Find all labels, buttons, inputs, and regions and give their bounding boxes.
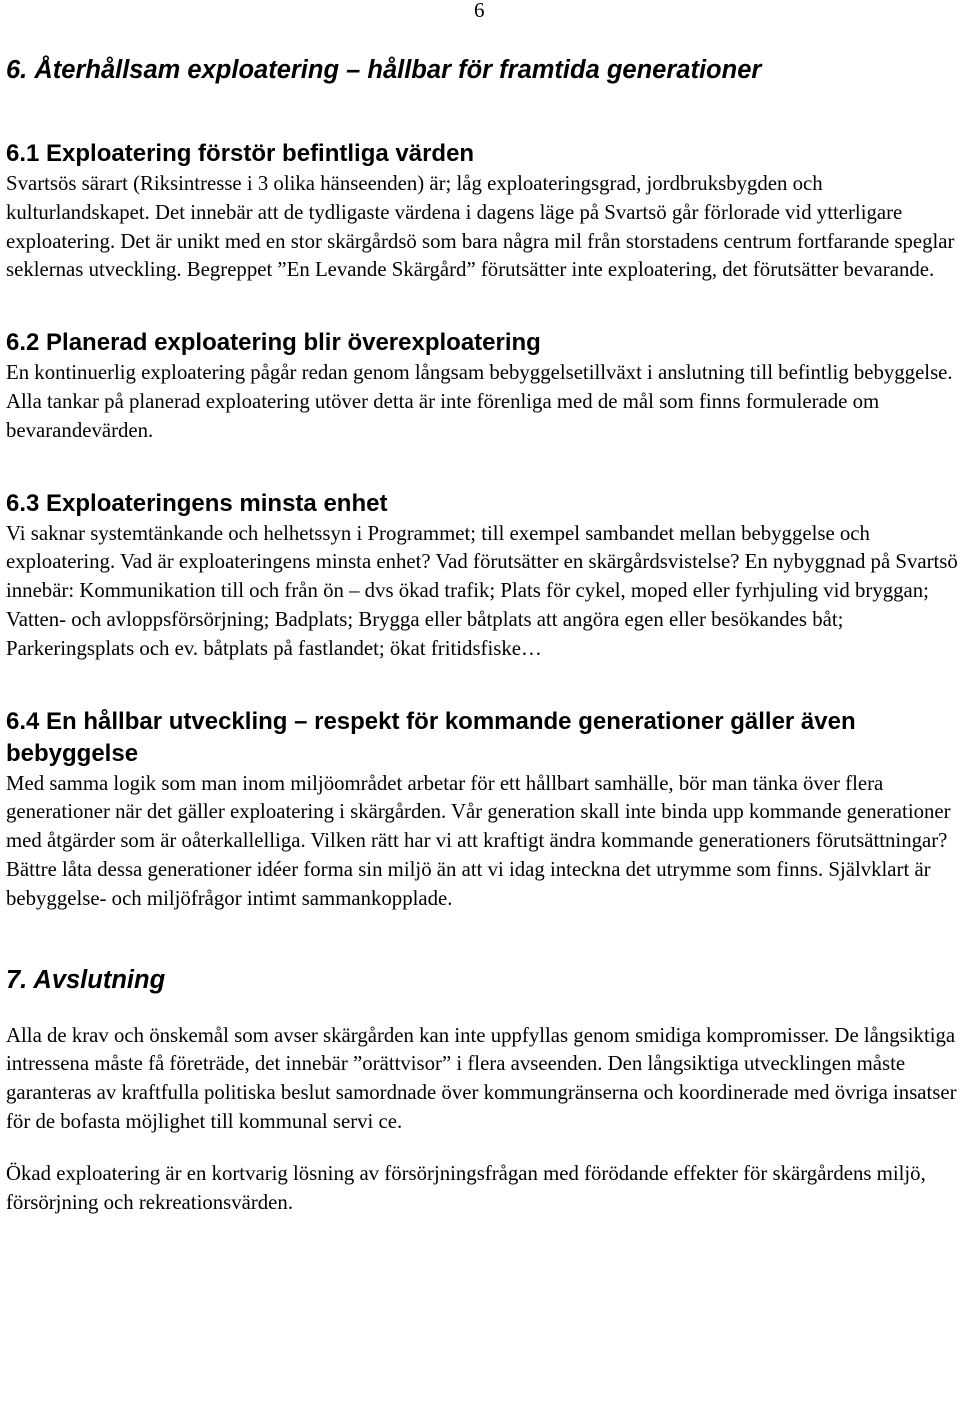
subsection-6-2-text: En kontinuerlig exploatering pågår redan genom långsam bebyggelsetillväxt i anslutning till befintlig bebyggelse. Alla tankar på planerad exploatering utöver detta är inte förenliga med de mål som finns formulerade om bevarandevärden. xyxy=(6,361,953,442)
section-6-title: 6. Återhållsam exploatering – hållbar för framtida generationer xyxy=(6,56,762,84)
document-body xyxy=(6,50,958,1217)
section-7-paragraph-2: Ökad exploatering är en kortvarig lösning av försörjningsfrågan med förödande effekter för skärgårdens miljö, försörjning och rekreationsvärden. xyxy=(6,1161,926,1214)
subsection-6-2-heading: 6.2 Planerad exploatering blir överexploatering xyxy=(6,329,541,357)
subsection-6-4-text: Med samma logik som man inom miljöområdet arbetar för ett hållbart samhälle, bör man tänka över flera generationer när det gäller exploatering i skärgården. Vår generation skall inte binda upp kommande generationer med åtgärder som är oåterkallelliga. Vilken rätt har vi att kraftigt ändra kommande generationers förutsättningar? Bättre låta dessa generationer idéer forma sin miljö än att vi idag inteckna det utrymme som finns. Självklart är bebyggelse- och miljöfrågor intimt sammankopplade. xyxy=(6,771,951,910)
subsection-6-3-heading: 6.3 Exploateringens minsta enhet xyxy=(6,489,388,517)
subsection-6-1-text: Svartsös särart (Riksintresse i 3 olika hänseenden) är; låg exploateringsgrad, jordbruksbygden och kulturlandskapet. Det innebär att de tydligaste värdena i dagens läge på Svartsö går förlorade vid ytterligare exploatering. Det är unikt med en stor skärgårdsö som bara några mil från storstadens centrum fortfarande speglar seklernas utveckling. Begreppet ”En Levande Skärgård” förutsätter inte exploatering, det förutsätter bevarande. xyxy=(6,172,955,282)
subsection-6-4-heading: 6.4 En hållbar utveckling – respekt för kommande generationer gäller även bebyggelse xyxy=(6,707,856,767)
subsection-6-1-heading: 6.1 Exploatering förstör befintliga värden xyxy=(6,140,475,167)
subsection-6-3-text: Vi saknar systemtänkande och helhetssyn i Programmet; till exempel sambandet mellan bebyggelse och exploatering. Vad är exploateringens minsta enhet? Vad förutsätter en skärgårdsvistelse? En nybyggnad på Svartsö innebär: Kommunikation till och från ön – dvs ökad trafik; Plats för cykel, moped eller fyrhjuling vid bryggan; Vatten- och avloppsförsörjning; Badplats; Brygga eller båtplats att angöra egen eller besökandes båt; Parkeringsplats och ev. båtplats på fastlandet; ökat fritidsfiske… xyxy=(6,521,958,660)
section-7-paragraph-1: Alla de krav och önskemål som avser skärgården kan inte uppfyllas genom smidiga kompromisser. De långsiktiga intressena måste få företräde, det innebär ”orättvisor” i flera avseenden. Den långsiktiga utvecklingen måste garanteras av kraftfulla politiska beslut samordnade över kommungränserna och koordinerade med övriga insatser för de bofasta möjlighet till kommunal servi ce. xyxy=(6,1023,957,1133)
page-number: 6 xyxy=(474,0,485,22)
section-7-title: 7. Avslutning xyxy=(6,965,166,994)
